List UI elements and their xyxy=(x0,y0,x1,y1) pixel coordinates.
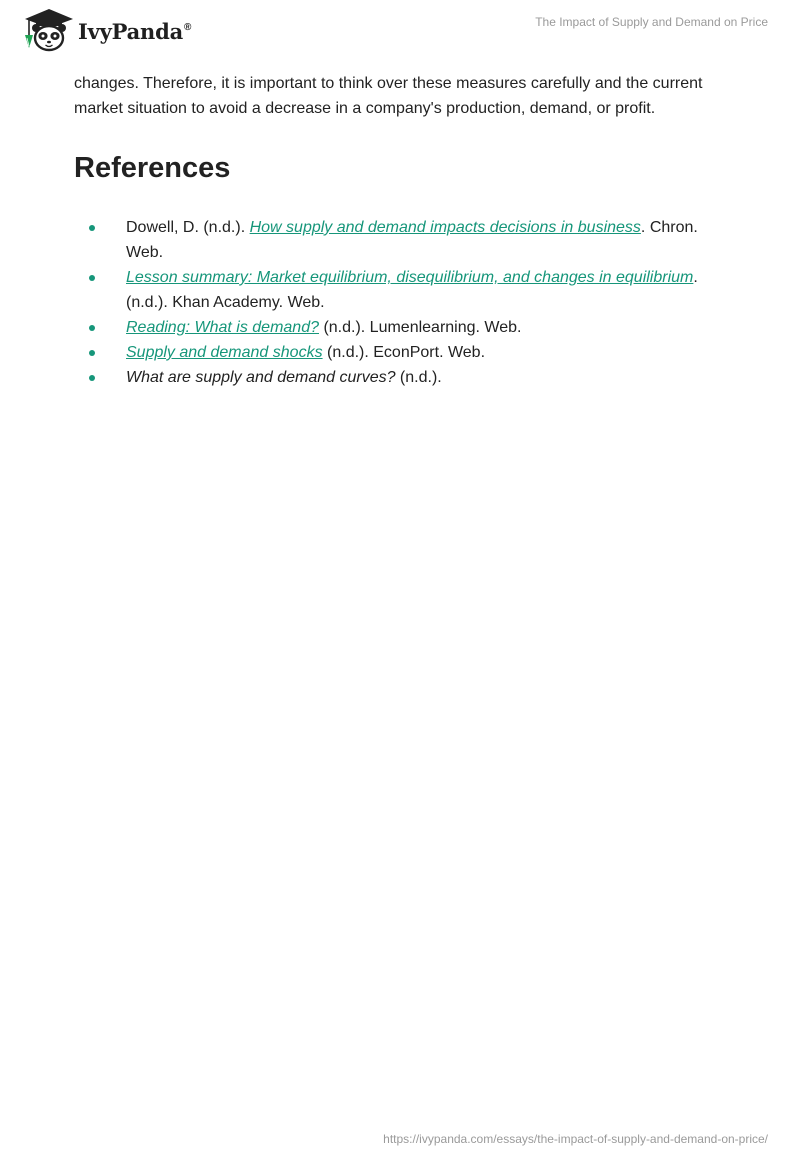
reference-item xyxy=(74,265,734,315)
page-header xyxy=(0,0,800,70)
panda-graduate-icon xyxy=(16,8,76,52)
reference-suffix: . Chron. Web. xyxy=(126,219,698,261)
references-list xyxy=(74,215,734,390)
reference-link[interactable]: Supply and demand shocks xyxy=(126,344,323,361)
bullet-icon xyxy=(89,325,95,331)
logo-wordmark: IvyPanda® xyxy=(78,19,192,44)
reference-link[interactable]: Reading: What is demand? xyxy=(126,319,319,336)
reference-suffix: (n.d.). EconPort. Web. xyxy=(322,344,486,361)
reference-item xyxy=(74,365,734,390)
ivypanda-logo[interactable] xyxy=(16,8,191,52)
bullet-icon xyxy=(89,225,95,231)
bullet-icon xyxy=(89,350,95,356)
bullet-icon xyxy=(89,275,95,281)
source-url[interactable]: https://ivypanda.com/essays/the-impact-of-supply-and-demand-on-price/ xyxy=(383,1132,768,1146)
reference-link[interactable]: How supply and demand impacts decisions in business xyxy=(249,219,641,236)
reference-prefix: Dowell, D. (n.d.). xyxy=(126,219,250,236)
reference-suffix: (n.d.). xyxy=(395,369,442,386)
references-heading: References xyxy=(74,152,231,184)
document-title: The Impact of Supply and Demand on Price xyxy=(535,15,768,29)
reference-item xyxy=(74,340,734,365)
registered-mark: ® xyxy=(184,22,192,33)
reference-suffix: . (n.d.). Khan Academy. Web. xyxy=(126,269,698,311)
reference-item xyxy=(74,315,734,340)
essay-content xyxy=(74,71,734,390)
reference-suffix: (n.d.). Lumenlearning. Web. xyxy=(319,319,522,336)
reference-link[interactable]: Lesson summary: Market equilibrium, disequilibrium, and changes in equilibrium xyxy=(126,269,694,286)
bullet-icon xyxy=(89,375,95,381)
reference-title: What are supply and demand curves? xyxy=(126,369,396,386)
reference-item xyxy=(74,215,734,265)
body-paragraph: changes. Therefore, it is important to think over these measures carefully and the current market situation to avoid a decrease in a company's production, demand, or profit. xyxy=(74,75,703,117)
